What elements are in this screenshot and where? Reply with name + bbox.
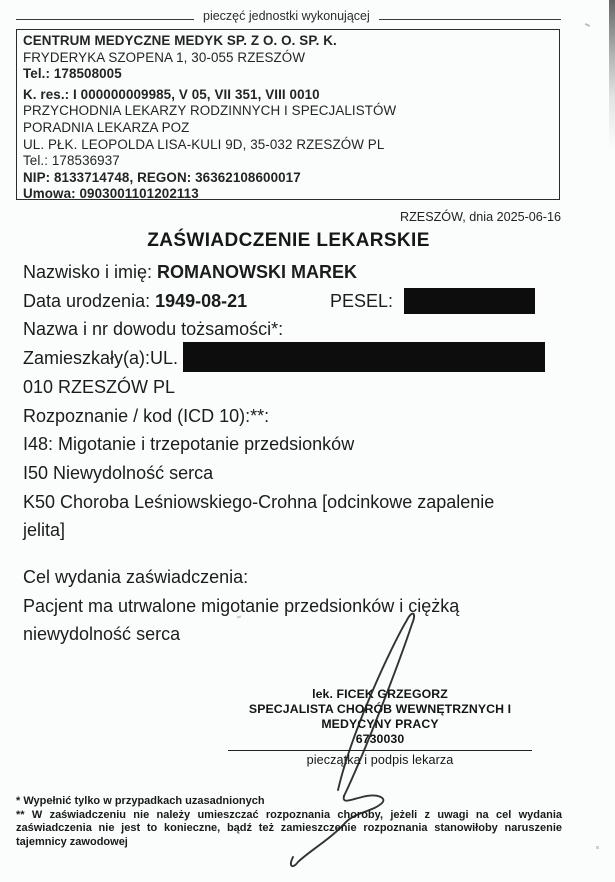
diagnosis-item-k50: K50 Choroba Leśniowskiego-Crohna [odcinkowe zapalenie jelita] <box>23 491 495 541</box>
diagnosis-item-i48: I48: Migotanie i trzepotanie przedsionków <box>23 434 355 455</box>
stamp-line-poz: PORADNIA LEKARZA POZ <box>23 119 190 135</box>
stamp-line-provider-address: FRYDERYKA SZOPENA 1, 30-055 RZESZÓW <box>23 49 306 65</box>
place-date: RZESZÓW, dnia 2025-06-16 <box>400 210 561 224</box>
id-doc-label: Nazwa i nr dowodu tożsamości*: <box>23 319 284 340</box>
scan-speck <box>585 23 590 27</box>
stamp-line-phone-2: Tel.: 178536937 <box>23 153 120 169</box>
doctor-specialty-line1: SPECJALISTA CHORÓB WEWNĘTRZNYCH I <box>248 702 512 716</box>
birth-label: Data urodzenia: <box>23 290 151 311</box>
name-row <box>23 258 563 287</box>
caption-rule-right <box>379 19 561 20</box>
scan-speck <box>596 846 599 849</box>
diagnosis-label: Rozpoznanie / kod (ICD 10):**: <box>23 405 270 426</box>
purpose-text: Pacjent ma utrwalone migotanie przedsionków i ciężką niewydolność serca <box>23 595 460 645</box>
signature-caption: pieczątka i podpis lekarza <box>306 753 454 767</box>
name-label: Nazwisko i imię: <box>23 262 153 282</box>
footnotes <box>16 795 562 849</box>
birth-value: 1949-08-21 <box>155 290 248 311</box>
doctor-name: lek. FICEK GRZEGORZ <box>312 687 448 701</box>
address-line2: 010 RZESZÓW PL <box>23 376 176 397</box>
doctor-signature-block <box>205 687 555 768</box>
pesel-redaction-bar <box>404 288 535 314</box>
stamp-caption: pieczęć jednostki wykonującej <box>203 9 370 23</box>
doctor-license-number: 6730030 <box>355 732 405 746</box>
purpose-label: Cel wydania zaświadczenia: <box>23 567 249 588</box>
stamp-caption-row <box>16 9 561 23</box>
stamp-line-provider-name: CENTRUM MEDYCZNE MEDYK SP. Z O. O. SP. K. <box>23 33 337 48</box>
pesel-label: PESEL: <box>330 290 394 311</box>
footnote-1: * Wypełnić tylko w przypadkach uzasadnionych <box>16 795 265 807</box>
stamp-line-nip-regon: NIP: 8133714748, REGON: 36362108600017 <box>23 169 301 185</box>
caption-rule-left <box>16 19 194 20</box>
stamp-line-clinic-name: PRZYCHODNIA LEKARZY RODZINNYCH I SPECJALISTÓW <box>23 103 397 119</box>
diagnosis-item-i50: I50 Niewydolność serca <box>23 462 214 483</box>
stamp-line-registry: K. res.: I 000000009985, V 05, VII 351, VIII 0010 <box>23 86 320 102</box>
address-label: Zamieszkały(a):UL. <box>23 348 179 369</box>
id-doc-row <box>23 315 563 344</box>
certificate-body <box>23 258 563 649</box>
name-value: ROMANOWSKI MAREK <box>157 262 358 282</box>
doctor-specialty-line2: MEDYCYNY PRACY <box>321 717 439 731</box>
address-row <box>23 344 563 373</box>
footnote-2: ** W zaświadczeniu nie należy umieszczać rozpoznania choroby, jeżeli z uwagi na cel wydania zaświadczenia nie jest to konieczne, bądź też zamieszczenie rozpoznania stanowiłoby naruszenie tajemnicy zawodowej <box>16 808 562 848</box>
birth-pesel-row <box>23 287 563 316</box>
certificate-title: ZAŚWIADCZENIE LEKARSKIE <box>147 230 430 251</box>
signature-rule <box>228 750 532 751</box>
stamp-line-contract: Umowa: 0903001101202113 <box>23 186 199 202</box>
stamp-line-phone-1: Tel.: 178508005 <box>23 66 122 82</box>
scan-edge-artifact <box>609 0 615 150</box>
provider-stamp-box <box>16 29 560 200</box>
address-redaction-bar <box>183 342 545 372</box>
stamp-line-clinic-address: UL. PŁK. LEOPOLDA LISA-KULI 9D, 35-032 RZESZÓW PL <box>23 136 385 152</box>
